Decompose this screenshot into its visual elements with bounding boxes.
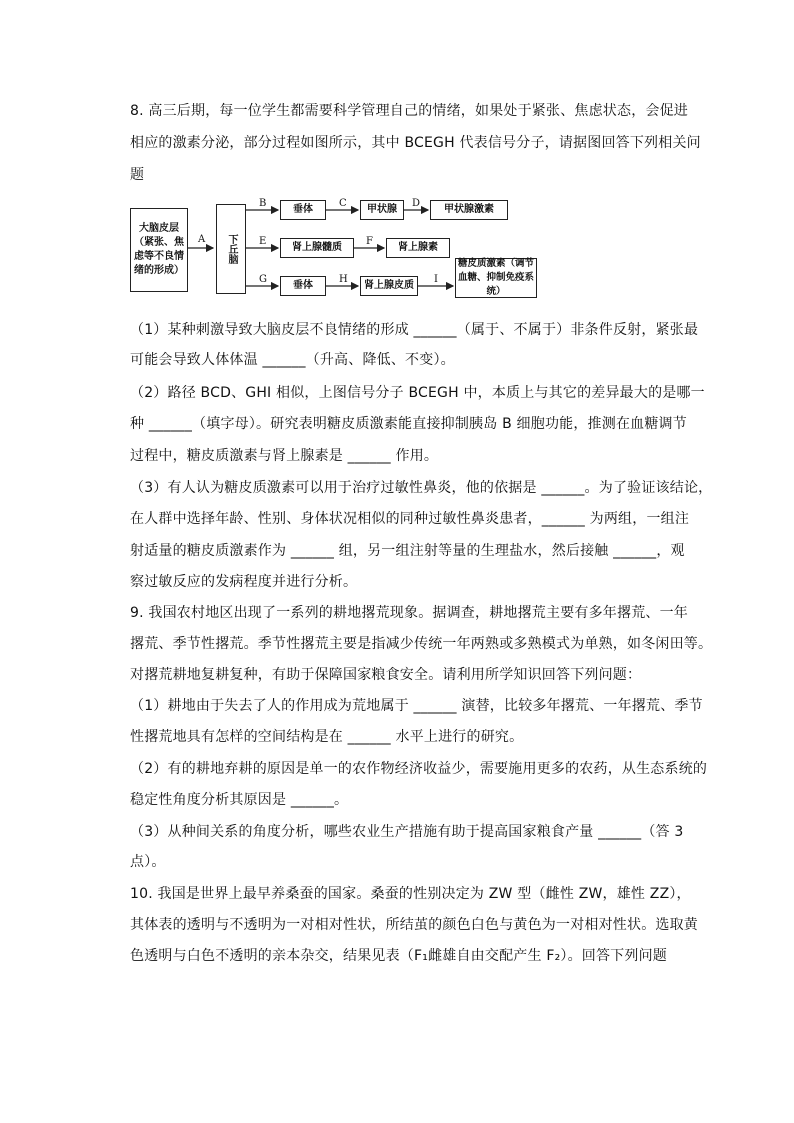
q9-line-3: 对撂荒耕地复耕复种，有助于保障国家粮食安全。请利用所学知识回答下列问题： — [130, 667, 642, 683]
adrenal-cortex-box: 肾上腺皮质 — [360, 276, 418, 296]
adrenaline-box: 肾上腺素 — [386, 238, 450, 258]
label-d: D — [412, 198, 421, 209]
label-c: C — [339, 198, 347, 209]
label-e: E — [259, 236, 267, 247]
q8-sub-line-4: 种 ______（填字母）。研究表明糖皮质激素能直接抑制胰岛 B 细胞功能，推测在血糖调节 — [130, 416, 687, 432]
q8-stem-line-3: 题 — [130, 167, 145, 183]
q9-line-1: 9. 我国农村地区出现了一系列的耕地撂荒现象。据调查，耕地撂荒主要有多年撂荒、一年 — [130, 605, 689, 621]
q9-line-7: 稳定性角度分析其原因是 ______。 — [130, 792, 349, 808]
q9-line-2: 撂荒、季节性撂荒。季节性撂荒主要是指减少传统一年两熟或多熟模式为单熟，如冬闲田等。 — [130, 636, 713, 652]
label-h: H — [339, 274, 348, 285]
label-g: G — [259, 274, 267, 285]
q10-line-1: 10. 我国是世界上最早养桑蚕的国家。桑蚕的性别决定为 ZW 型（雌性 ZW，雄性 ZZ）， — [130, 886, 691, 902]
q9-line-5: 性撂荒地具有怎样的空间结构是在 ______ 水平上进行的研究。 — [130, 729, 524, 745]
cortex-box: 大脑皮层（紧张、焦虑等不良情绪的形成） — [130, 208, 188, 292]
q9-line-6: （2）有的耕地弃耕的原因是单一的农作物经济收益少，需要施用更多的农药，从生态系统的 — [130, 761, 708, 777]
q10-line-3: 色透明与白色不透明的亲本杂交，结果见表（F₁雌雄自由交配产生 F₂）。回答下列问题 — [130, 948, 667, 964]
q8-sub-line-1: （1）某种刺激导致大脑皮层不良情绪的形成 ______（属于、不属于）非条件反射，紧张最 — [130, 322, 699, 338]
q8-stem-line-1: 8. 高三后期，每一位学生都需要科学管理自己的情绪，如果处于紧张、焦虑状态，会促进 — [130, 103, 689, 119]
q8-sub-line-2: 可能会导致人体体温 ______（升高、降低、不变）。 — [130, 352, 455, 368]
pituitary-box-top: 垂体 — [280, 200, 326, 220]
label-f: F — [366, 236, 373, 247]
thyroid-box: 甲状腺 — [360, 200, 404, 220]
q8-sub-line-7: 在人群中选择年龄、性别、身体状况相似的同种过敏性鼻炎患者，______ 为两组，一组注 — [130, 511, 690, 527]
q9-line-4: （1）耕地由于失去了人的作用成为荒地属于 ______ 演替，比较多年撂荒、一年撂荒、季节 — [130, 698, 703, 714]
q8-sub-line-9: 察过敏反应的发病程度并进行分析。 — [130, 574, 358, 590]
q8-sub-line-8: 射适量的糖皮质激素作为 ______ 组，另一组注射等量的生理盐水，然后接触 ______，观 — [130, 543, 685, 559]
q8-stem-line-2: 相应的激素分泌，部分过程如图所示，其中 BCEGH 代表信号分子，请据图回答下列相关问 — [130, 135, 701, 151]
label-b: B — [259, 198, 267, 209]
q10-line-2: 其体表的透明与不透明为一对相对性状，所结茧的颜色白色与黄色为一对相对性状。选取黄 — [130, 917, 698, 933]
hypothalamus-box: 下丘脑 — [216, 204, 246, 294]
q8-sub-line-5: 过程中，糖皮质激素与肾上腺素是 ______ 作用。 — [130, 448, 439, 464]
q9-line-9: 点）。 — [130, 854, 166, 870]
q9-line-8: （3）从种间关系的角度分析，哪些农业生产措施有助于提高国家粮食产量 ______（答 3 — [130, 824, 684, 840]
label-i: I — [434, 274, 438, 285]
glucocorticoid-box: 糖皮质激素（调节血糖、抑制免疫系统） — [455, 258, 537, 298]
adrenal-medulla-box: 肾上腺髓质 — [280, 238, 354, 258]
hormone-flow-diagram — [128, 198, 728, 298]
q8-sub-line-6: （3）有人认为糖皮质激素可以用于治疗过敏性鼻炎，他的依据是 ______。为了验证该结论， — [130, 480, 713, 496]
label-a: A — [198, 234, 206, 245]
q8-sub-line-3: （2）路径 BCD、GHI 相似，上图信号分子 BCEGH 中，本质上与其它的差异最大的是哪一 — [130, 385, 705, 401]
thyroid-hormone-box: 甲状腺激素 — [430, 200, 508, 220]
pituitary-box-bottom: 垂体 — [280, 276, 326, 296]
